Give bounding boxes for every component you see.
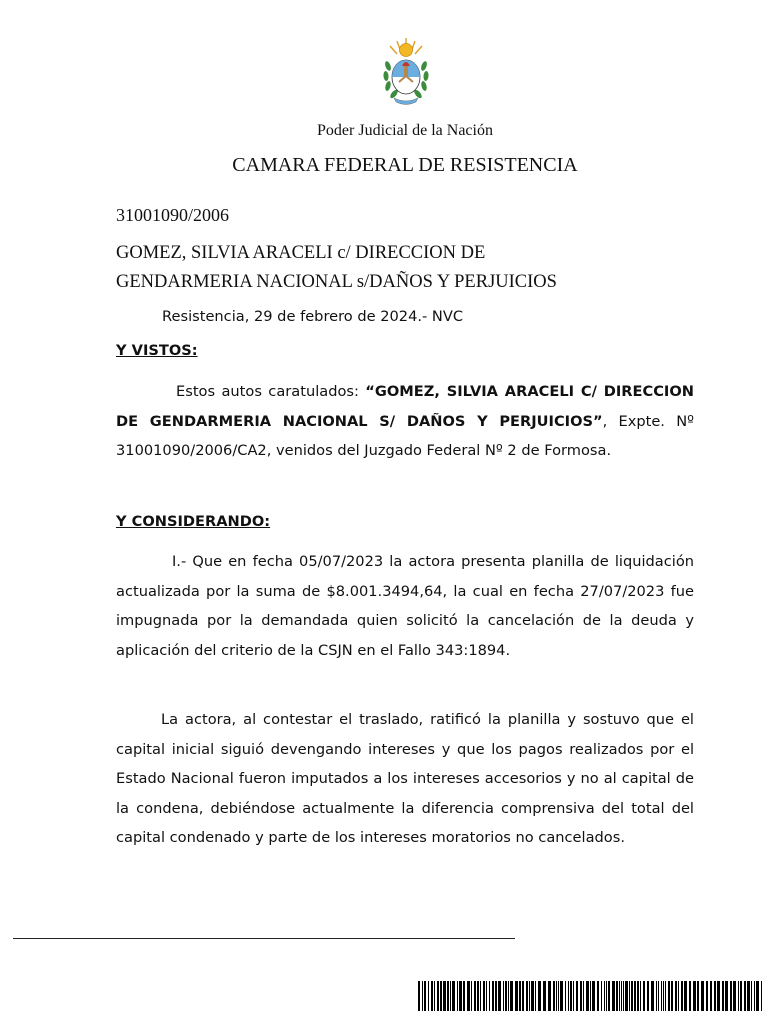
vistos-paragraph: [116, 377, 694, 466]
vistos-rest: , Expte. Nº 31001090/2006/CA2, venidos del Juzgado Federal Nº 2 de Formosa.: [116, 412, 694, 459]
considerando-paragraph-1: [116, 547, 694, 665]
court-name: CAMARA FEDERAL DE RESISTENCIA: [232, 154, 578, 176]
date-line: Resistencia, 29 de febrero de 2024.- NVC: [162, 308, 464, 325]
considerando-paragraph-1-text: I.- Que en fecha 05/07/2023 la actora presenta planilla de liquidación actualizada por la suma de $8.001.3494,64, la cual en fecha 27/07/2023 fue impugnada por la demandada quien solicitó la cancelación de la deuda y aplicación del criterio de la CSJN en el Fallo 343:1894.: [116, 553, 694, 659]
footer-rule: [13, 938, 515, 939]
considerando-heading: Y CONSIDERANDO:: [116, 513, 271, 530]
case-title-line-1: GOMEZ, SILVIA ARACELI c/ DIRECCION DE: [116, 243, 486, 263]
considerando-paragraph-2: [116, 705, 694, 853]
case-title-line-2: GENDARMERIA NACIONAL s/DAÑOS Y PERJUICIOS: [116, 272, 557, 292]
argentina-coat-of-arms-icon: [380, 36, 432, 108]
vistos-intro: Estos autos caratulados:: [176, 383, 366, 400]
institution-name: Poder Judicial de la Nación: [317, 122, 493, 139]
barcode-icon: [418, 981, 762, 1011]
considerando-paragraph-2-text: La actora, al contestar el traslado, ratificó la planilla y sostuvo que el capital inicial siguió devengando intereses y que los pagos realizados por el Estado Nacional fueron imputados a los intereses accesorios y no al capital de la condena, debiéndose actualmente la diferencia comprensiva del total del capital condenado y parte de los intereses moratorios no cancelados.: [116, 711, 694, 846]
vistos-case-title: “GOMEZ, SILVIA ARACELI C/ DIRECCION DE GENDARMERIA NACIONAL S/ DAÑOS Y PERJUICIOS”: [116, 383, 694, 430]
vistos-heading: Y VISTOS:: [116, 342, 198, 359]
case-number: 31001090/2006: [116, 205, 230, 225]
case-title: [116, 239, 557, 297]
